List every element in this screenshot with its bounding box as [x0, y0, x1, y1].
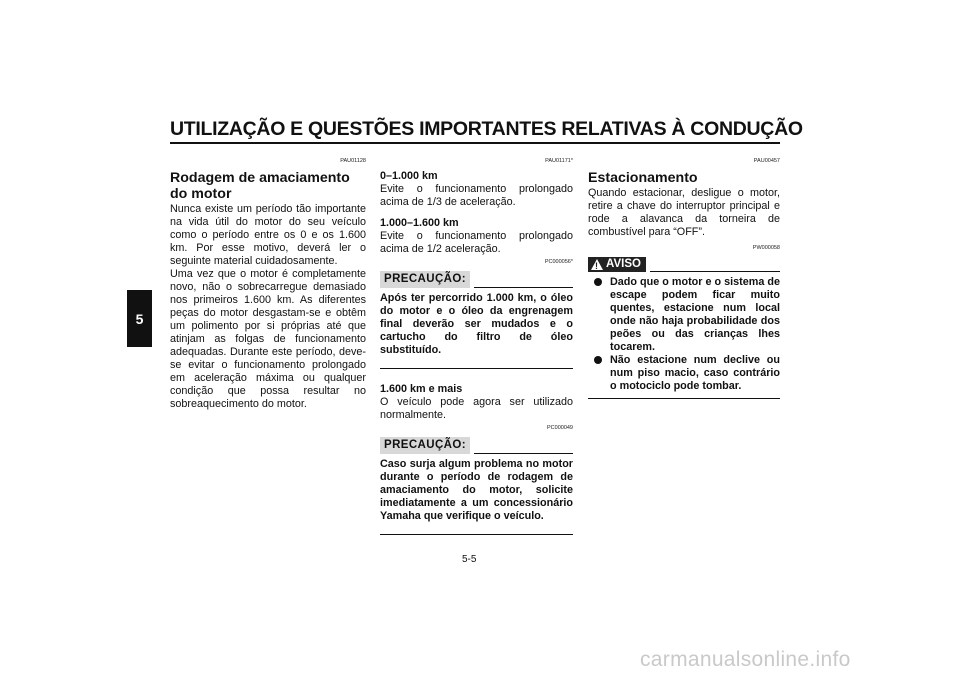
paragraph: Nunca existe um período tão importante na vida útil do motor do seu veículo como o período entre os 0 e os 1.600 km. Por esse motivo, deverá ler o seguinte material cuidadosamente. [170, 203, 366, 267]
column-3 [588, 155, 780, 399]
caution-code: PC000056* [544, 259, 573, 265]
section-code: PAU01128 [340, 158, 366, 164]
warning-badge [588, 257, 646, 272]
caution-text: Após ter percorrido 1.000 km, o óleo do motor e o óleo da engrenagem final deverão ser mudados e o cartucho do filtro de óleo substituído. [380, 292, 573, 356]
subsection-title: 1.000–1.600 km [380, 217, 459, 229]
paragraph: Evite o funcionamento prolongado acima de 1/3 de aceleração. [380, 183, 573, 208]
caution-label: PRECAUÇÃO: [380, 271, 470, 288]
chapter-tab: 5 [127, 290, 152, 347]
warning-label: AVISO [606, 258, 641, 270]
warning-header [588, 257, 780, 272]
bullet-icon [594, 278, 602, 286]
section-code: PAU00457 [753, 158, 780, 164]
paragraph: Evite o funcionamento prolongado acima de 1/2 aceleração. [380, 230, 573, 255]
page-number: 5-5 [462, 554, 477, 565]
title-rule [170, 142, 780, 144]
page-title: UTILIZAÇÃO E QUESTÕES IMPORTANTES RELATIVAS À CONDUÇÃO [170, 118, 803, 140]
warning-code: PW000058 [752, 245, 780, 251]
column-1 [170, 155, 366, 411]
warning-triangle-icon: ! [591, 259, 603, 270]
bullet-icon [594, 356, 602, 364]
subsection-title: 1.600 km e mais [380, 382, 463, 395]
section-heading: Estacionamento [588, 170, 698, 186]
divider [588, 398, 780, 399]
caution-text: Caso surja algum problema no motor durante o período de rodagem de amaciamento do motor, solicite imediatamente a um concessionário Yamaha que verifique o veículo. [380, 457, 573, 522]
list-item: Não estacione num declive ou num piso macio, caso contrário o motociclo pode tombar. [588, 354, 780, 393]
divider [380, 534, 573, 535]
paragraph: Uma vez que o motor é completamente novo, não o sobrecarregue demasiado nos primeiros 1.600 km. As diferentes peças do motor desgastam-se e obtêm um polimento por si próprias até que atinjam as folgas de funcionamento adequadas. Durante este período, deve-se evitar o funcionamento prolongado em aceleração máxima ou qualquer condição que possa resultar no sobreaquecimento do motor. [170, 268, 366, 410]
caution-label: PRECAUÇÃO: [380, 437, 470, 454]
watermark: carmanualsonline.info [640, 648, 851, 671]
subsection-title: 0–1.000 km [380, 170, 438, 182]
caution-header [380, 271, 573, 288]
caution-code: PC000049 [547, 424, 573, 431]
column-2 [380, 155, 573, 535]
paragraph: O veículo pode agora ser utilizado normalmente. [380, 395, 573, 421]
caution-header [380, 437, 573, 454]
section-heading: Rodagem de amaciamento do motor [170, 170, 350, 202]
list-item: Dado que o motor e o sistema de escape podem ficar muito quentes, estacione num local onde não haja probabilidade dos peões ou das crianças lhes tocarem. [588, 276, 780, 354]
warning-list [588, 276, 780, 393]
section-code: PAU01171* [545, 158, 573, 164]
paragraph: Quando estacionar, desligue o motor, retire a chave do interruptor principal e rode a alavanca da torneira de combustível para “OFF”. [588, 187, 780, 238]
